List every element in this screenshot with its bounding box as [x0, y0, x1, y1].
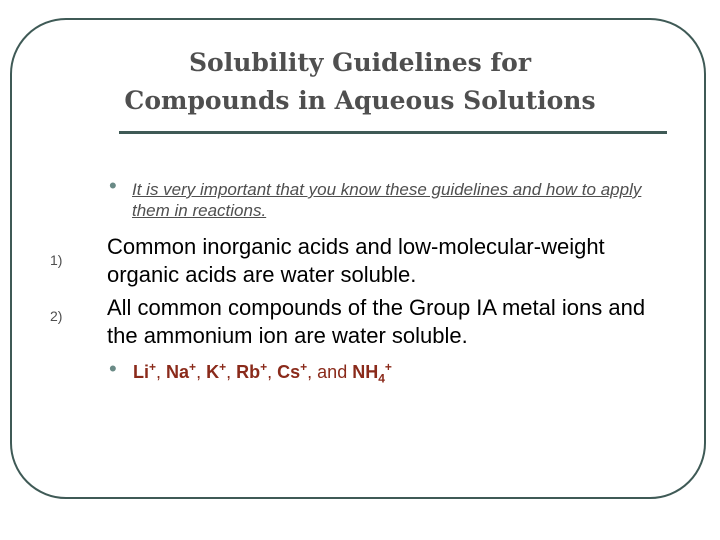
ion-na: Na+ [166, 360, 197, 382]
item-number-1: 1) [50, 252, 63, 268]
note-text: It is very important that you know these guidelines and how to apply them in reactions. [132, 180, 642, 220]
bullet-icon: • [109, 356, 117, 381]
ion-cs: Cs+ [277, 360, 308, 382]
ion-li: Li+ [133, 360, 157, 382]
slide-title [60, 44, 660, 120]
item-number-2: 2) [50, 308, 63, 324]
title-line-1: Solubility Guidelines for [188, 48, 532, 77]
list-item-1: Common inorganic acids and low-molecular-weight organic acids are water soluble. [107, 234, 605, 287]
ion-list: Li+, Na+, K+, Rb+, Cs+, and $NH_4^+$ [133, 360, 392, 386]
ion-nh4: $NH_4^+$ [352, 360, 392, 386]
title-underline [119, 131, 667, 134]
title-line-2: Compounds in Aqueous Solutions [124, 86, 596, 115]
ion-k: K+ [206, 360, 227, 382]
bullet-icon: • [109, 173, 117, 198]
list-item-2: All common compounds of the Group IA metal ions and the ammonium ion are water soluble. [107, 295, 646, 348]
ion-rb: Rb+ [236, 360, 268, 382]
